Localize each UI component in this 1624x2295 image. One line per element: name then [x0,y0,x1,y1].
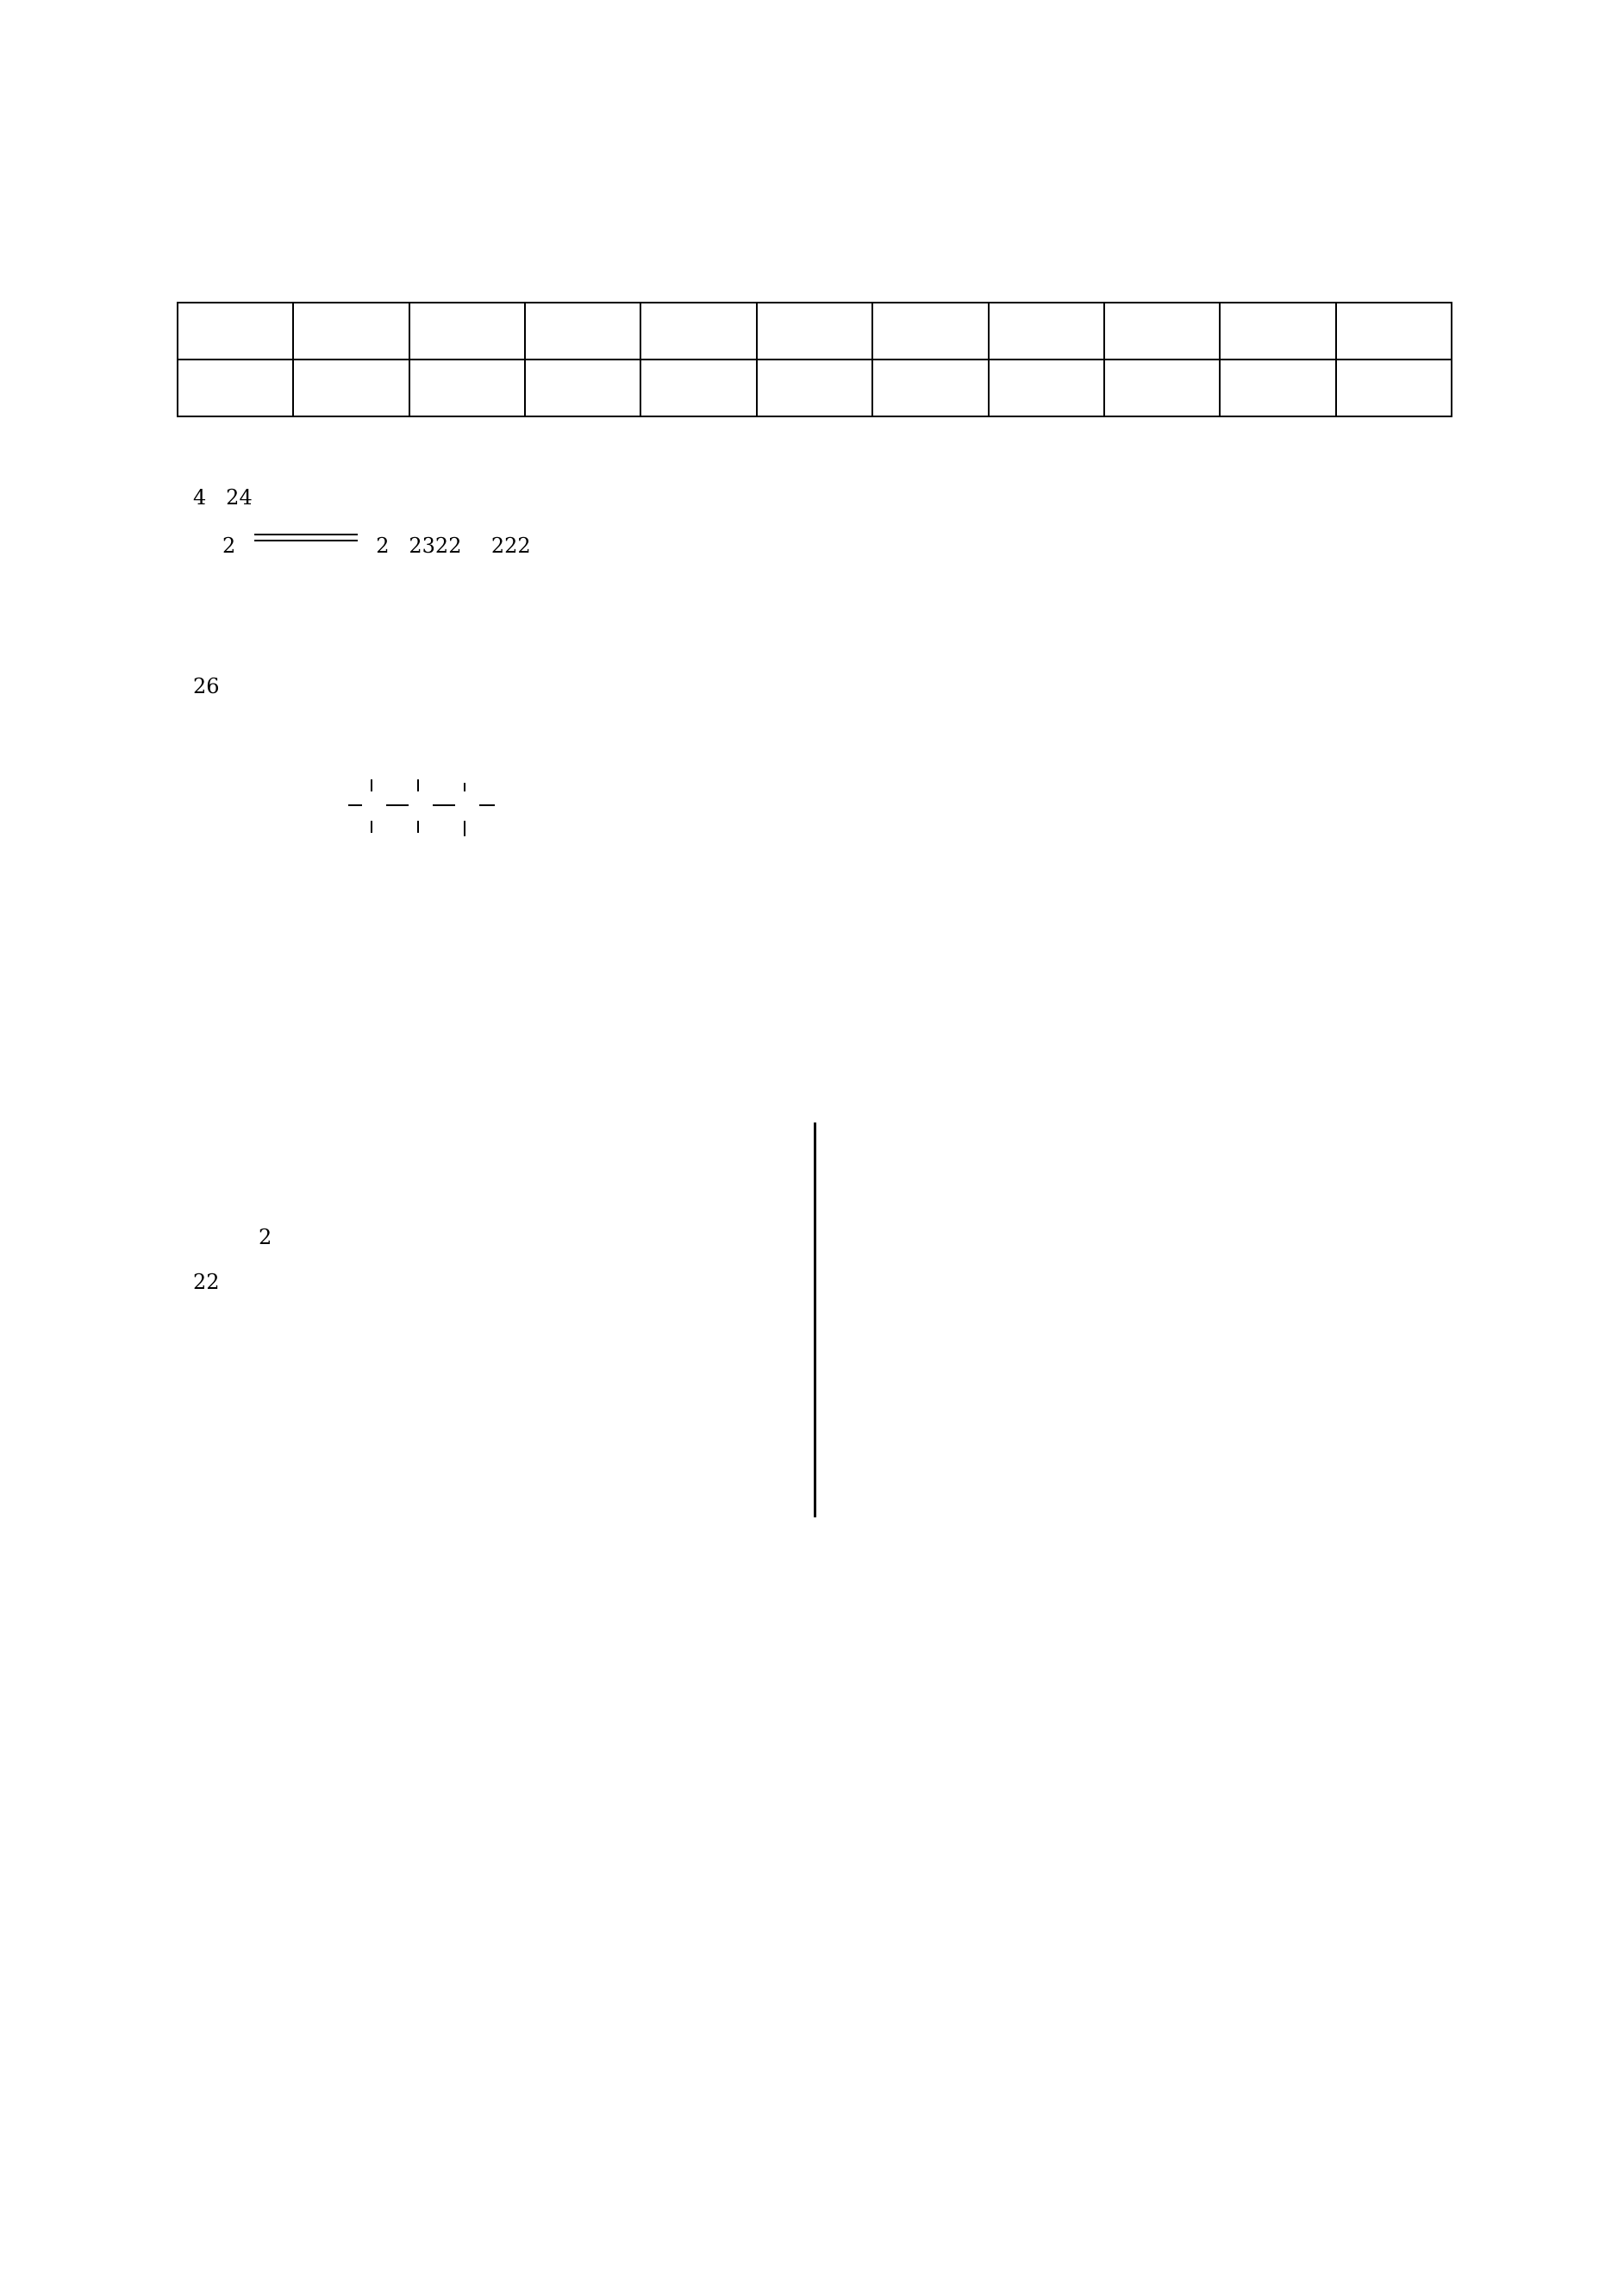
table-cell [178,360,293,416]
table-cell [872,303,988,360]
table-cell [409,303,525,360]
table-cell [1336,303,1452,360]
reaction-condition [254,522,358,547]
table-cell [1104,303,1220,360]
table-cell [1336,360,1452,416]
table-cell [409,360,525,416]
table-cell [989,360,1104,416]
table-cell [293,303,409,360]
table-cell [989,303,1104,360]
q13-line1: 26 [193,674,220,698]
table-cell [525,303,640,360]
table-cell [178,303,293,360]
bond-lines [319,748,526,904]
q11-line1: $_4$ $_{24}$ [193,485,253,510]
propane-structure [319,748,526,904]
column-divider [814,1122,816,1517]
table-row-numbers [178,303,1452,360]
table-cell [757,360,872,416]
table-cell [757,303,872,360]
table-cell [293,360,409,416]
propose-hypothesis-line: 2 [259,1225,272,1249]
table-cell [1104,360,1220,416]
table-cell [872,360,988,416]
q11-line2: $_2$ $_2$ $_{2322}$ $_{222}$ [222,519,531,556]
equals-bar [254,534,358,541]
table-cell [525,360,640,416]
table-cell [1220,303,1335,360]
hydrogen-peroxide-line: 22 [193,1270,220,1294]
answer-table [177,302,1452,417]
table-cell [1220,360,1335,416]
table-row-answers [178,360,1452,416]
table-cell [640,303,756,360]
table-cell [640,360,756,416]
